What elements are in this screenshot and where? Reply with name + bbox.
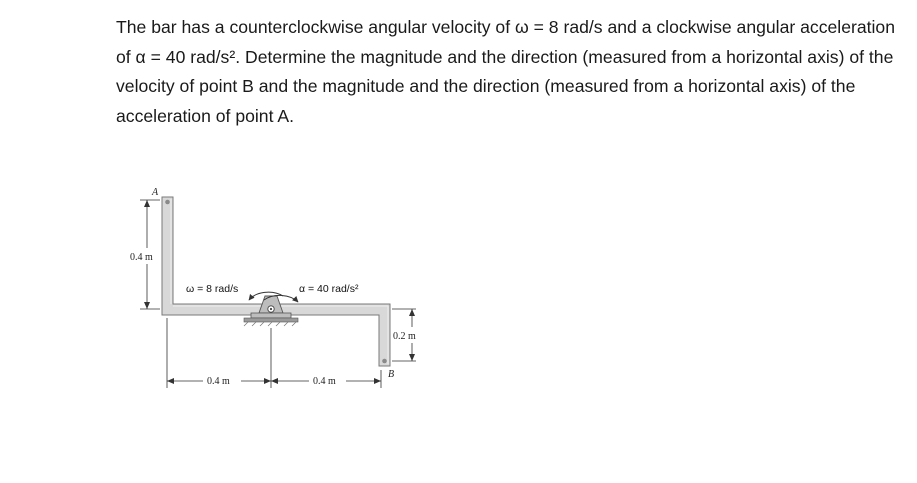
- bent-bar: [162, 197, 390, 366]
- point-b-pin: [382, 359, 387, 364]
- point-a-label: A: [152, 187, 159, 198]
- problem-statement: The bar has a counterclockwise angular velocity of ω = 8 rad/s and a clockwise angular acceleration of α = 40 rad/s². Determine the magnitude and the direction (measured from a horizontal axis) of the velocity of point B and the magnitude and the direction (measured from a horizontal axis) of the acceleration of point A.: [116, 17, 895, 126]
- dimension-horizontal-right-label: 0.4 m: [313, 376, 336, 387]
- dimension-horizontal: [167, 318, 381, 388]
- alpha-label: α = 40 rad/s²: [299, 283, 359, 295]
- dimension-vertical-b-label: 0.2 m: [393, 331, 416, 342]
- point-a-pin: [165, 200, 170, 205]
- dimension-vertical-a-label: 0.4 m: [130, 252, 153, 263]
- dimension-horizontal-left-label: 0.4 m: [207, 376, 230, 387]
- point-b-label: B: [388, 369, 395, 380]
- omega-label: ω = 8 rad/s: [186, 283, 239, 295]
